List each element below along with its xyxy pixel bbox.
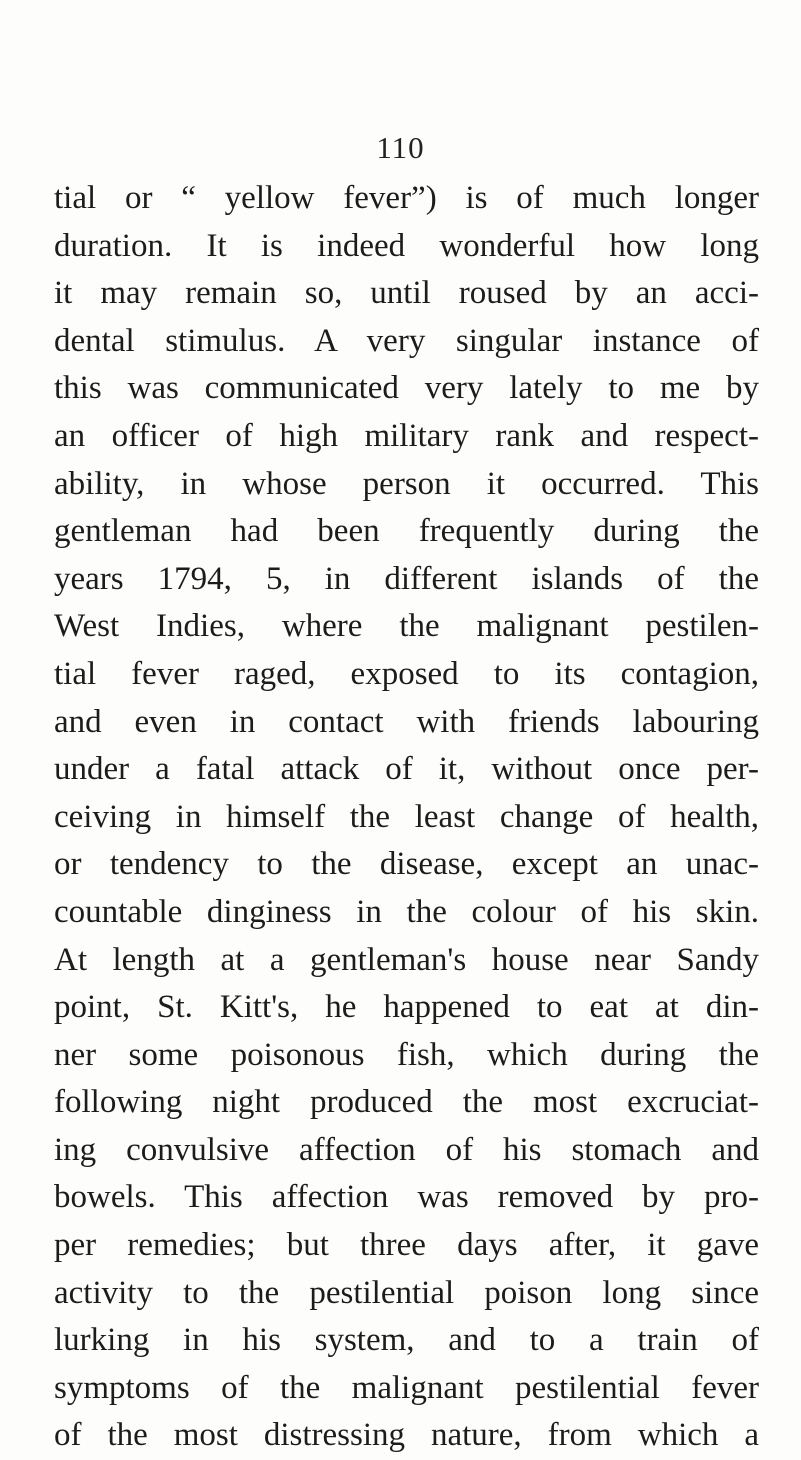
text-line: tial or “ yellow fever”) is of much longer: [54, 180, 759, 216]
text-line: ceiving in himself the least change of health,: [54, 798, 759, 835]
text-line: and even in contact with friends labouring: [54, 703, 759, 740]
text-line: dental stimulus. A very singular instance of: [54, 322, 759, 359]
text-line: point, St. Kitt's, he happened to eat at din-: [54, 989, 759, 1026]
text-line: West Indies, where the malignant pestilen-: [54, 608, 759, 645]
text-line: countable dinginess in the colour of his skin.: [54, 893, 759, 930]
body-text: [54, 175, 759, 1460]
text-line: gentleman had been frequently during the: [54, 513, 759, 550]
text-line: ability, in whose person it occurred. This: [54, 465, 759, 502]
text-line: per remedies; but three days after, it gave: [54, 1227, 759, 1264]
text-line: it may remain so, until roused by an acci-: [54, 275, 759, 312]
page-number: 110: [376, 130, 425, 165]
text-line: ing convulsive affection of his stomach and: [54, 1131, 759, 1168]
text-line: lurking in his system, and to a train of: [54, 1322, 759, 1359]
text-line: under a fatal attack of it, without once per-: [54, 751, 759, 788]
text-line: following night produced the most excruciat-: [54, 1084, 759, 1121]
text-line: tial fever raged, exposed to its contagion,: [54, 655, 759, 692]
text-line: this was communicated very lately to me by: [54, 370, 759, 407]
text-line: bowels. This affection was removed by pro-: [54, 1179, 759, 1216]
text-line: activity to the pestilential poison long since: [54, 1274, 759, 1311]
text-line: duration. It is indeed wonderful how long: [54, 227, 759, 264]
text-line: ner some poisonous fish, which during the: [54, 1036, 759, 1073]
text-line: an officer of high military rank and respect-: [54, 417, 759, 454]
text-line: years 1794, 5, in different islands of the: [54, 560, 759, 597]
text-line: At length at a gentleman's house near Sandy: [54, 941, 759, 978]
text-line: or tendency to the disease, except an unac-: [54, 846, 759, 883]
text-line: of the most distressing nature, from which a: [54, 1417, 759, 1454]
text-line: symptoms of the malignant pestilential fever: [54, 1369, 759, 1406]
